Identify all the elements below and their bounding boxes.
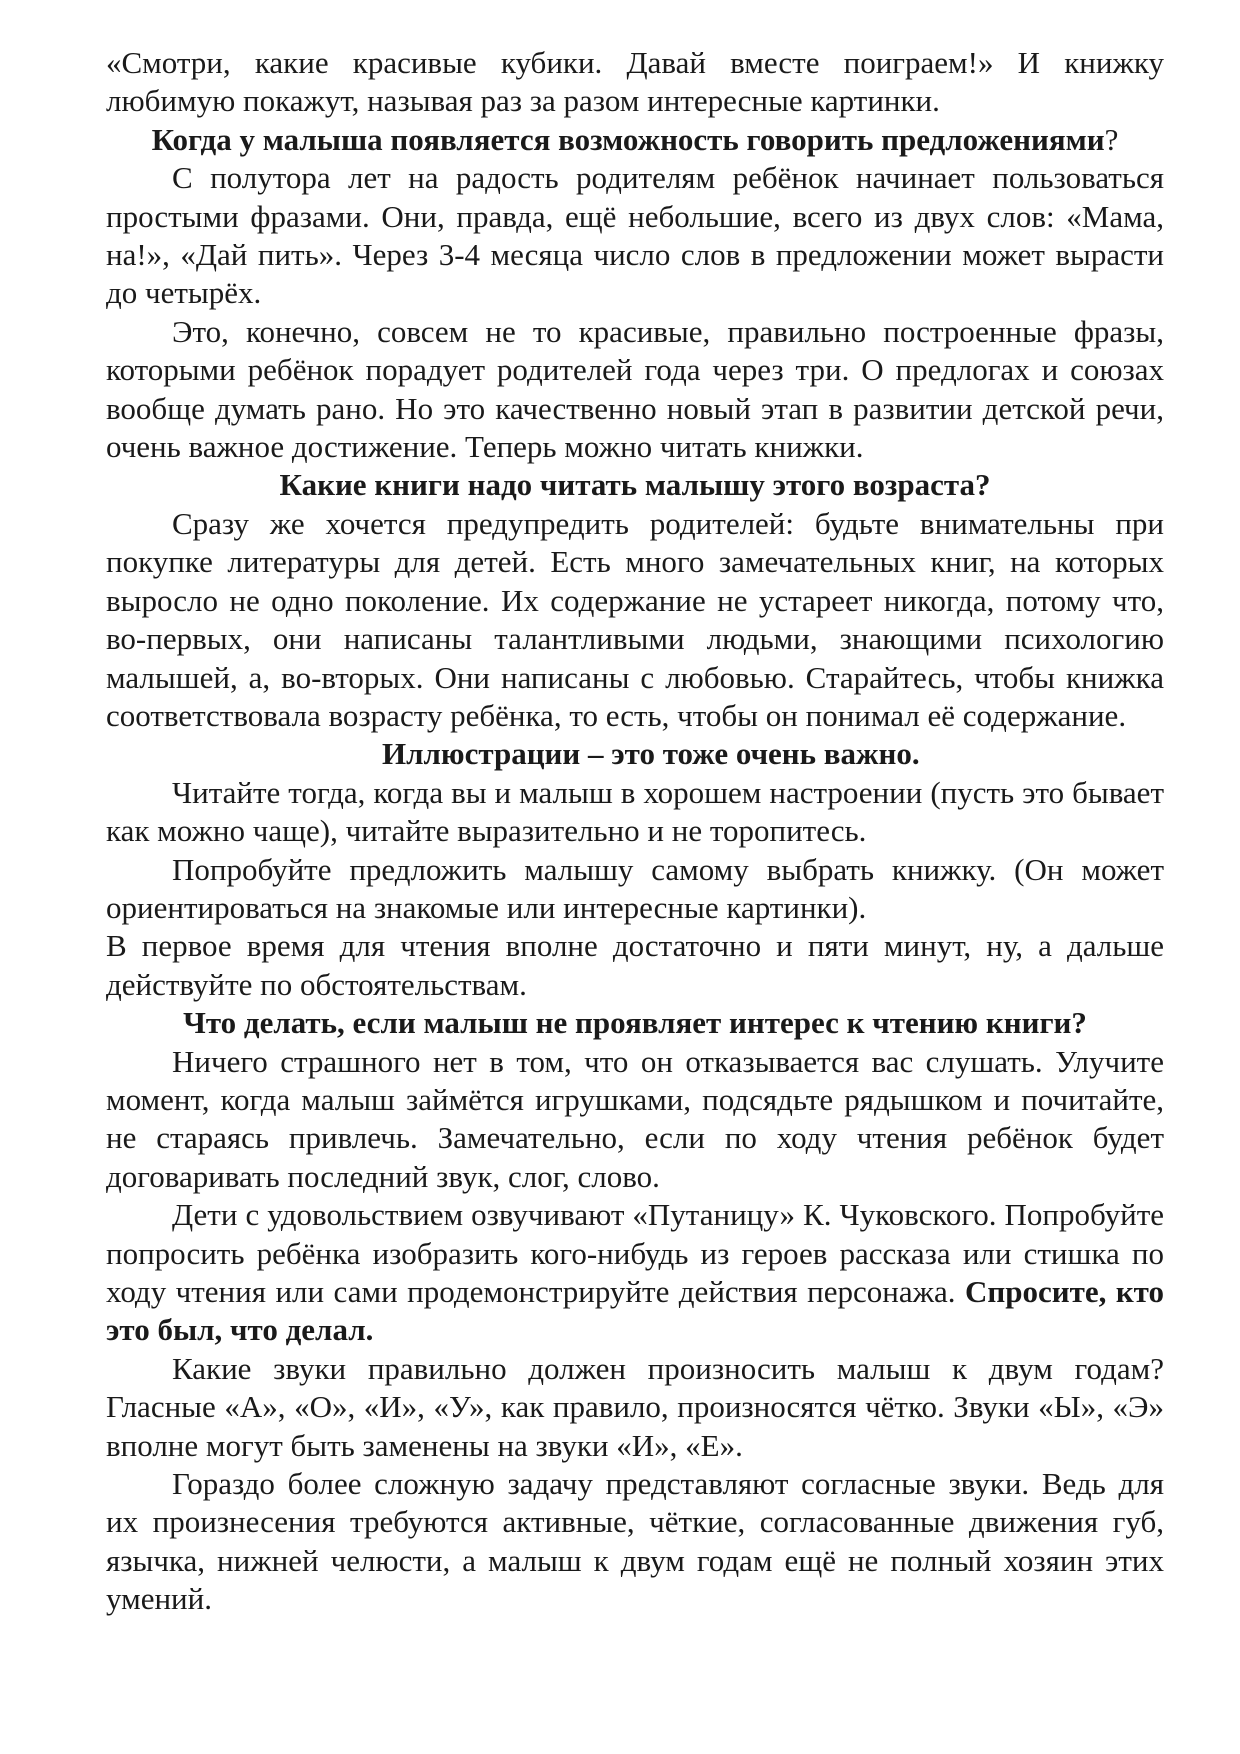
paragraph-literature: Сразу же хочется предупредить родителей: будьте внимательны при покупке литературы для детей. Есть много замечательных книг, на которых выросло не одно поколение. Их содержание не устареет никогда, потому что, во-первых, они написаны талантливыми людьми, знающими психологию малышей, а, во-вторых. Они написаны с любовью. Старайтесь, чтобы книжка соответствовала возрасту ребёнка, то есть, чтобы он понимал её содержание. xyxy=(106,505,1164,733)
heading-sentences-text: Когда у малыша появляется возможность говорить предложениями xyxy=(151,121,1105,157)
paragraph-chukovsky-text: Дети с удовольствием озвучивают «Путаницу» К. Чуковского. Попробуйте попросить ребёнка изобразить кого-нибудь из героев рассказа или стишка по ходу чтения или сами продемонстрируйте действия персонажа. xyxy=(106,1197,1164,1309)
heading-illustrations: Иллюстрации – это тоже очень важно. xyxy=(382,736,920,772)
heading-no-interest: Что делать, если малыш не проявляет интерес к чтению книги? xyxy=(183,1005,1087,1041)
paragraph-choose-book: Попробуйте предложить малышу самому выбрать книжку. (Он может ориентироваться на знакомые или интересные картинки). xyxy=(106,851,1164,925)
heading-sentences-punct: ? xyxy=(1104,121,1119,157)
document-page xyxy=(106,44,1164,1619)
paragraph-vowels: Какие звуки правильно должен произносить малыш к двум годам? Гласные «А», «О», «И», «У», как правило, произносятся чётко. Звуки «Ы», «Э» вполне могут быть заменены на звуки «И», «Е». xyxy=(106,1350,1164,1463)
paragraph-phrases: С полутора лет на радость родителям ребёнок начинает пользоваться простыми фразами. Они, правда, ещё небольшие, всего из двух слов: «Мама, на!», «Дай пить». Через 3-4 месяца число слов в предложении может вырасти до четырёх. xyxy=(106,160,1164,311)
heading-books: Какие книги надо читать малышу этого возраста? xyxy=(279,467,991,503)
paragraph-consonants: Гораздо более сложную задачу представляют согласные звуки. Ведь для их произнесения требуются активные, чёткие, согласованные движения губ, язычка, нижней челюсти, а малыш к двум годам ещё не полный хозяин этих умений. xyxy=(106,1466,1164,1617)
heading-sentences xyxy=(106,121,1164,159)
paragraph-five-minutes: В первое время для чтения вполне достаточно и пяти минут, ну, а дальше действуйте по обстоятельствам. xyxy=(106,928,1164,1002)
paragraph-new-stage: Это, конечно, совсем не то красивые, правильно построенные фразы, которыми ребёнок порадует родителей года через три. О предлогах и союзах вообще думать рано. Но это качественно новый этап в развитии детской речи, очень важное достижение. Теперь можно читать книжки. xyxy=(106,313,1164,465)
paragraph-chukovsky xyxy=(106,1196,1164,1350)
paragraph-nothing-scary: Ничего страшного нет в том, что он отказывается вас слушать. Улучите момент, когда малыш займётся игрушками, подсядьте рядышком и почитайте, не стараясь привлечь. Замечательно, если по ходу чтения ребёнок будет договаривать последний звук, слог, слово. xyxy=(106,1043,1164,1194)
paragraph-read-mood: Читайте тогда, когда вы и малыш в хорошем настроении (пусть это бывает как можно чаще), читайте выразительно и не торопитесь. xyxy=(106,774,1164,849)
paragraph-chukovsky-bold: Спросите, кто это был, что делал. xyxy=(106,1274,1165,1348)
paragraph-intro: «Смотри, какие красивые кубики. Давай вместе поиграем!» И книжку любимую покажут, называя раз за разом интересные картинки. xyxy=(106,45,1164,119)
